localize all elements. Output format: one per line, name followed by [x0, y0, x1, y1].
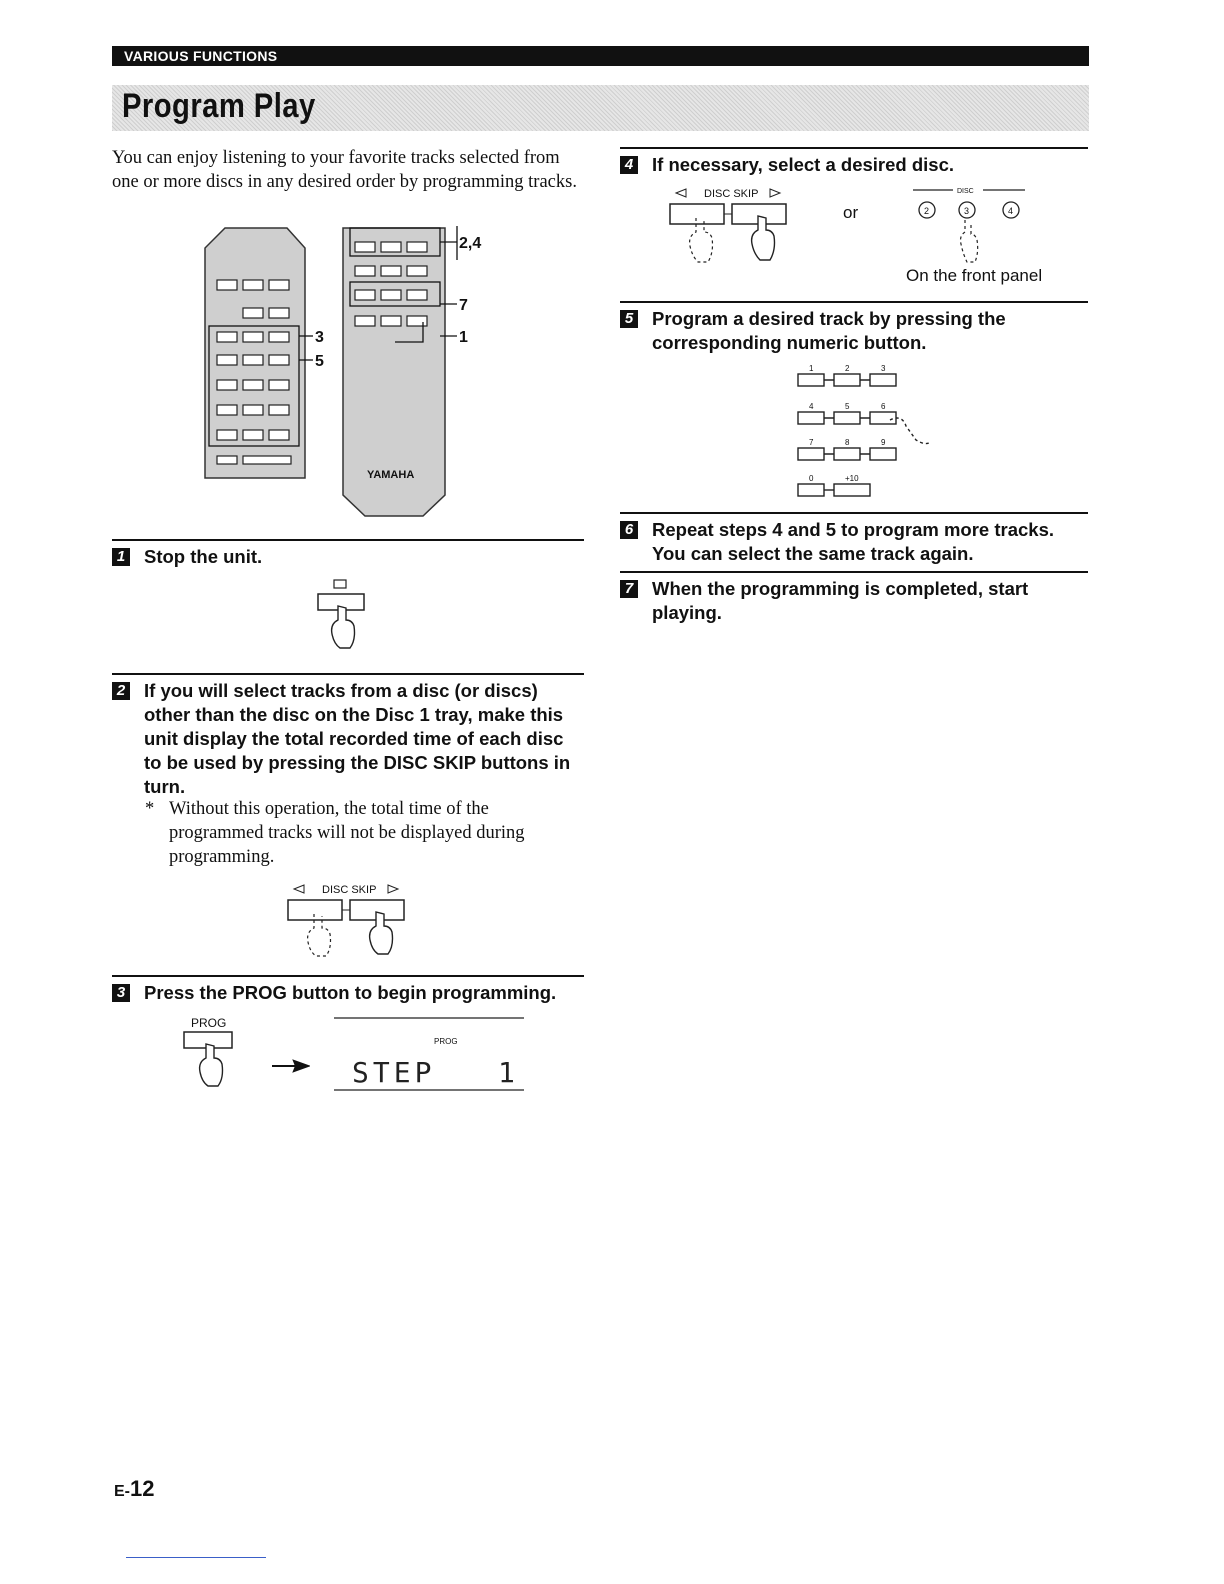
numeric-key-label: 5 — [845, 402, 850, 411]
step-number: 2 — [112, 682, 130, 700]
numeric-key-label: 6 — [881, 402, 886, 411]
disc-skip-illustration — [278, 878, 418, 962]
step-1 — [112, 539, 584, 581]
numeric-key-label: 3 — [881, 364, 886, 373]
step-text: If necessary, select a desired disc. — [652, 154, 954, 175]
step-text: When the programming is completed, start playing. — [652, 578, 1029, 623]
footnote-marker: * — [145, 799, 155, 819]
numeric-key-label: 7 — [809, 438, 814, 447]
step-text: Press the PROG button to begin programming. — [144, 982, 557, 1003]
step-7 — [620, 571, 1088, 629]
title-band — [112, 85, 1089, 131]
prog-label: PROG — [191, 1016, 227, 1030]
numeric-key-label: 1 — [809, 364, 814, 373]
section-header-bar — [112, 46, 1089, 66]
arrow-icon — [270, 1058, 310, 1074]
prog-indicator: PROG — [434, 1037, 458, 1046]
step-text: Stop the unit. — [144, 546, 263, 567]
numeric-key-label: 2 — [845, 364, 850, 373]
remote-control-illustration — [195, 220, 495, 520]
hand-pointer-icon — [752, 216, 775, 260]
disc-skip-label: DISC SKIP — [704, 188, 759, 200]
numeric-key-label: 0 — [809, 474, 814, 483]
page-number-value: 12 — [130, 1476, 155, 1501]
step-2 — [112, 673, 584, 799]
hand-pointer-icon — [370, 912, 393, 954]
disc-skip-label: DISC SKIP — [322, 884, 377, 896]
disc-label: DISC — [957, 188, 974, 195]
disc-button-number: 4 — [1008, 206, 1014, 216]
hand-pointer-icon — [200, 1044, 223, 1086]
or-label: or — [843, 203, 859, 222]
page-number-prefix: E- — [114, 1483, 130, 1500]
page-title: Program Play — [122, 87, 316, 125]
step-text: Program a desired track by pressing the corresponding numeric button. — [652, 308, 1006, 353]
step-number: 7 — [620, 580, 638, 598]
step-number: 5 — [620, 310, 638, 328]
callout-label: 5 — [315, 353, 324, 370]
section-label: VARIOUS FUNCTIONS — [124, 48, 278, 64]
numeric-key-label: 9 — [881, 438, 886, 447]
hand-pointer-icon — [332, 606, 355, 648]
page-number — [114, 1476, 154, 1502]
step-number: 6 — [620, 521, 638, 539]
numeric-key-label: 8 — [845, 438, 850, 447]
step-text: If you will select tracks from a disc (or discs) other than the disc on the Disc 1 tray, make this unit display the total recorded time of each disc to be used by pressing the DISC SKIP buttons in turn. — [144, 680, 571, 797]
brand-logo: YAMAHA — [367, 469, 415, 481]
disc-skip-illustration — [660, 182, 800, 270]
disc-button-number: 3 — [964, 206, 970, 216]
front-panel-disc-buttons — [905, 182, 1035, 268]
step-number: 4 — [620, 156, 638, 174]
callout-label: 1 — [459, 329, 468, 346]
step-number: 1 — [112, 548, 130, 566]
numeric-key-label: +10 — [845, 474, 859, 483]
hand-pointer-icon — [961, 220, 978, 262]
callout-label: 7 — [459, 297, 468, 314]
callout-label: 2,4 — [459, 235, 482, 252]
step-number: 3 — [112, 984, 130, 1002]
step-5 — [620, 301, 1088, 363]
step-text: Repeat steps 4 and 5 to program more tracks. You can select the same track again. — [652, 519, 1054, 564]
numeric-keypad-illustration — [790, 362, 950, 502]
stop-button-illustration — [308, 576, 378, 654]
display-readout: STEP 1 — [352, 1056, 519, 1089]
disc-button-number: 2 — [924, 206, 930, 216]
callout-label: 3 — [315, 329, 324, 346]
front-panel-label: On the front panel — [906, 266, 1043, 285]
footnote-text: Without this operation, the total time of the programmed tracks will not be displayed during programming. — [169, 799, 525, 867]
step-6 — [620, 512, 1088, 570]
footer-line — [126, 1557, 266, 1558]
step-3 — [112, 975, 584, 1017]
numeric-key-label: 4 — [809, 402, 814, 411]
prog-button-illustration — [176, 1012, 256, 1094]
intro-paragraph: You can enjoy listening to your favorite tracks selected from one or more discs in any desired order by programming tracks. — [112, 148, 577, 192]
